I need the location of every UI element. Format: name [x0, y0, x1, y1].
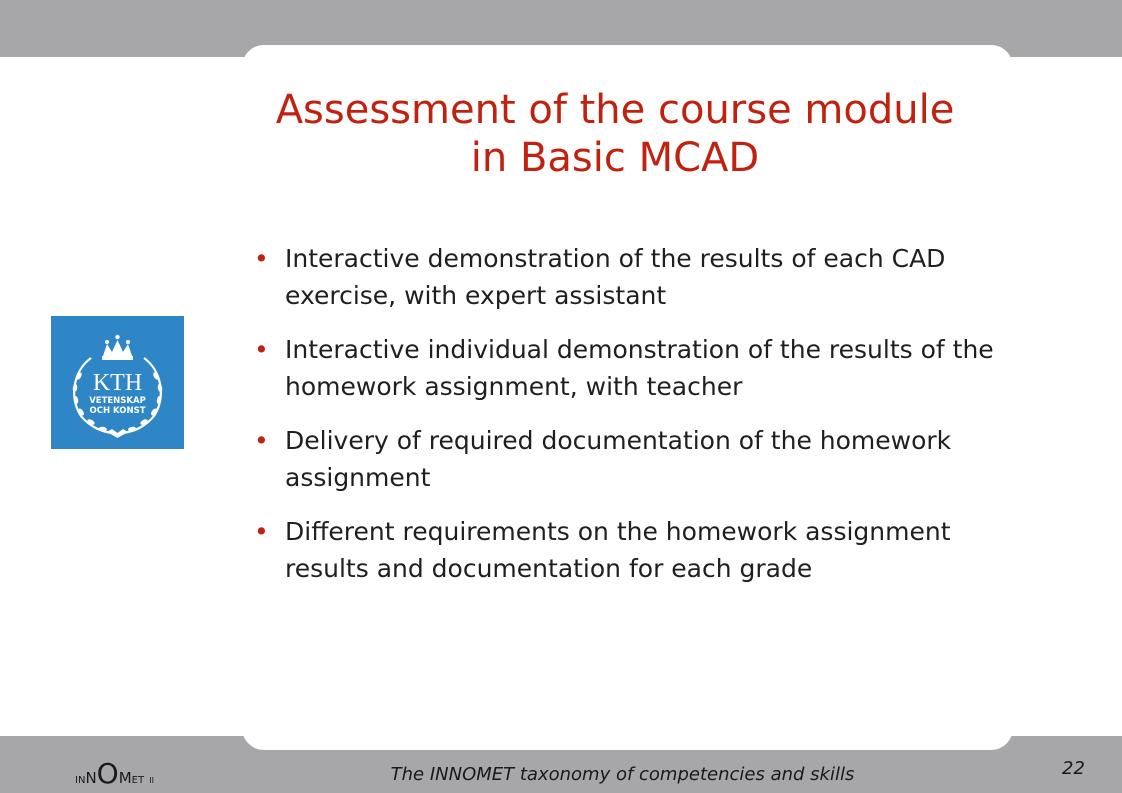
- bullet-item: [254, 240, 994, 314]
- bullet-text: Interactive individual demonstration of the results of the homework assignment, with teacher: [285, 335, 994, 401]
- logo-kth: KTH: [92, 370, 143, 396]
- bullet-text: Interactive demonstration of the results of each CAD exercise, with expert assistant: [285, 244, 946, 310]
- bullet-text: Different requirements on the homework assignment results and documentation for each grade: [285, 517, 951, 583]
- kth-crest-icon: [51, 316, 184, 449]
- bullet-item: [254, 331, 994, 405]
- bullet-icon: •: [254, 335, 269, 364]
- brand-o: O: [96, 757, 119, 790]
- footer-caption: The INNOMET taxonomy of competencies and skills: [390, 764, 855, 785]
- bullet-item: [254, 422, 994, 496]
- bullet-icon: •: [254, 426, 269, 455]
- bullet-item: [254, 513, 994, 587]
- brand-n: N: [85, 769, 97, 787]
- slide-title-line-2: in Basic MCAD: [470, 135, 760, 181]
- brand-ii: II: [149, 776, 154, 785]
- bullet-text: Delivery of required documentation of the homework assignment: [285, 426, 952, 492]
- innomet-logo: [75, 757, 154, 790]
- bullet-icon: •: [254, 517, 269, 546]
- brand-m: M: [118, 769, 132, 787]
- bullet-list: [254, 240, 994, 604]
- slide-title-line-1: Assessment of the course module: [275, 87, 955, 133]
- bullet-icon: •: [254, 244, 269, 273]
- logo-vetenskap: VETENSKAP: [89, 396, 146, 406]
- brand-et: ET: [131, 775, 145, 786]
- kth-logo: [51, 316, 184, 449]
- brand-in: IN: [75, 775, 86, 786]
- logo-och-konst: OCH KONST: [89, 406, 146, 416]
- page-number: 22: [1062, 758, 1085, 779]
- slide-title: [195, 86, 1035, 182]
